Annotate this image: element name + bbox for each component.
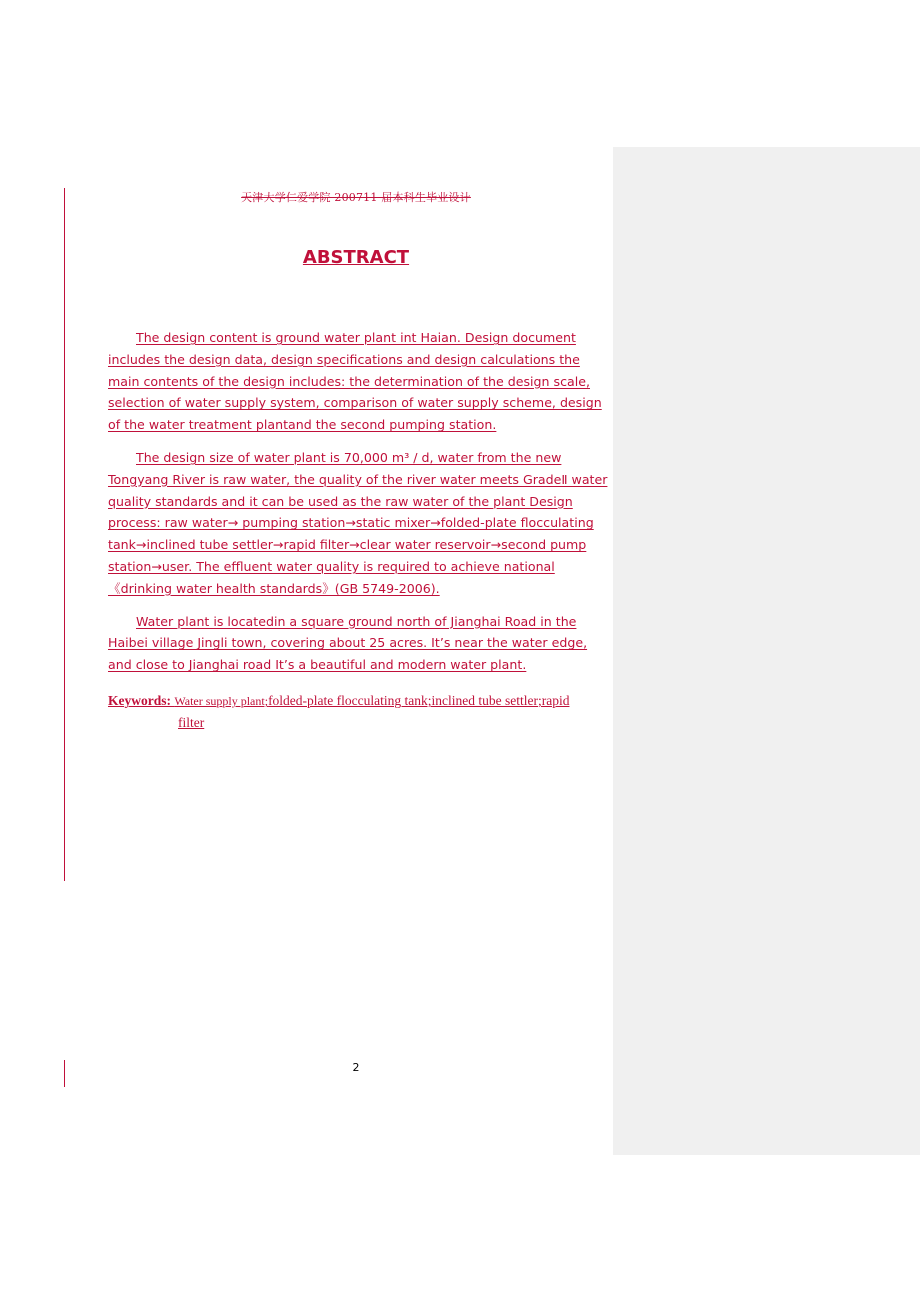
keywords-line — [108, 690, 604, 733]
abstract-paragraph: The design size of water plant is 70,000 m³ / d, water from the new Tongyang River is raw water, the quality of the river water meets GradeⅡ water quality standards and it can be used as the raw water of the plant Design process: raw water→ pumping station→static mixer→folded-plate flocculating tank→inclined tube settler→rapid filter→clear water reservoir→second pump station→user. The effluent water quality is required to achieve national《drinking water health standards》(GB 5749-2006). — [108, 449, 608, 596]
change-bar — [64, 1060, 65, 1087]
change-bar — [64, 188, 65, 881]
page-number: 2 — [352, 1061, 360, 1074]
keywords-label: Keywords: — [108, 693, 171, 708]
keywords-first-term: Water supply plant; — [174, 694, 269, 708]
keywords-terms-continued: filter — [178, 715, 205, 730]
page-header: 天津大学仁爱学院 200711 届本科生毕业设计 — [241, 191, 471, 204]
abstract-body — [108, 327, 608, 687]
abstract-title: ABSTRACT — [302, 247, 410, 268]
abstract-paragraph: The design content is ground water plant int Haian. Design document includes the design data, design specifications and design calculations the main contents of the design includes: the determination of the design scale, selection of water supply system, comparison of water supply scheme, design of the water treatment plantand the second pumping station. — [108, 330, 602, 433]
comment-pane — [613, 147, 920, 1155]
keywords-terms: folded-plate flocculating tank;inclined tube settler;rapid — [268, 693, 570, 708]
abstract-paragraph: Water plant is locatedin a square ground north of Jianghai Road in the Haibei village Jingli town, covering about 25 acres. It’s near the water edge, and close to Jianghai road It’s a beautiful and modern water plant. — [108, 613, 588, 673]
